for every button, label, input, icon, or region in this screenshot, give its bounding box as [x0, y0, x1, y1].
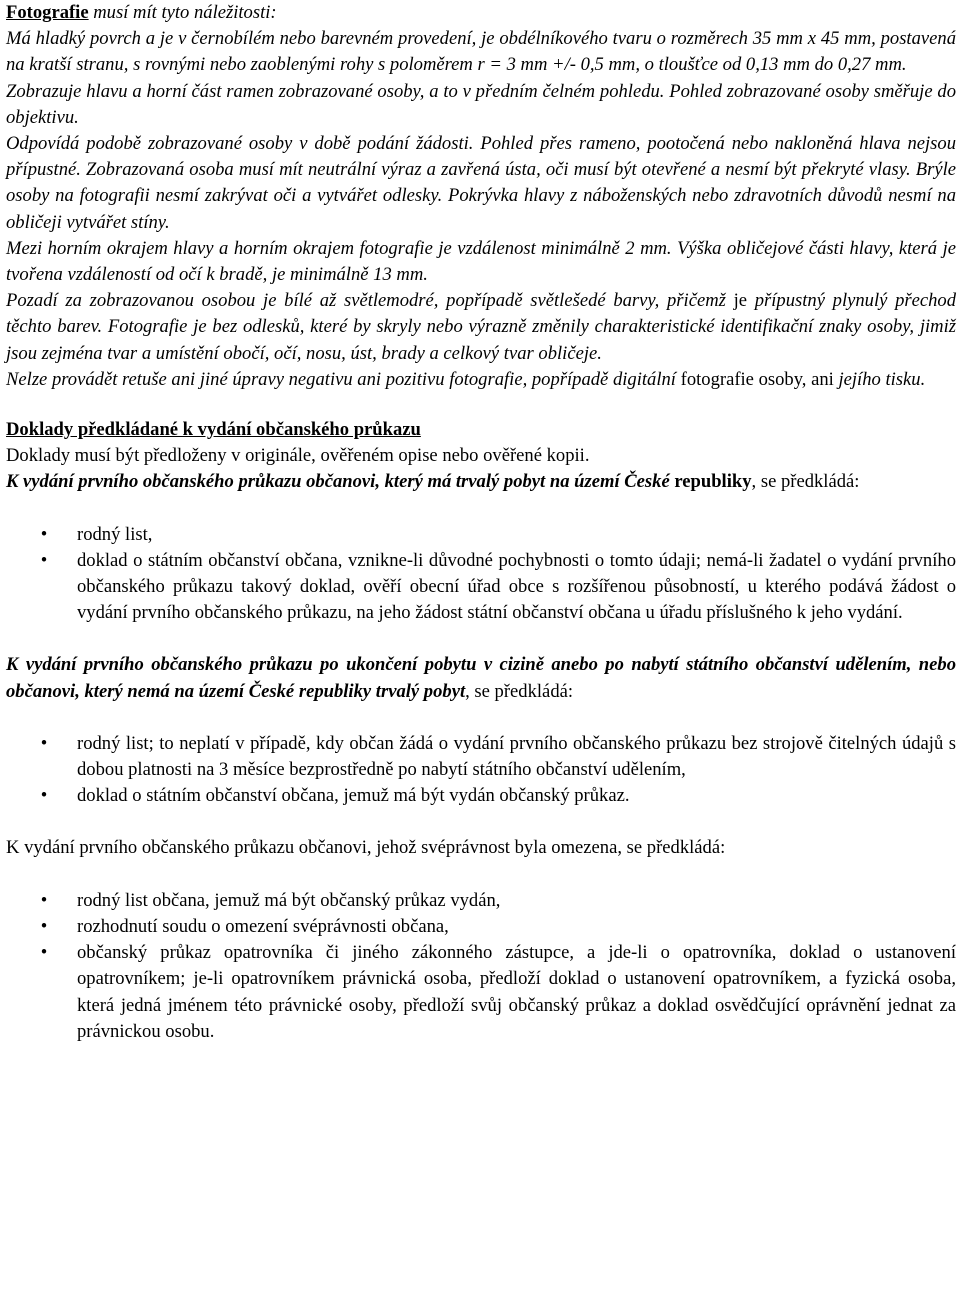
list-item-text: rozhodnutí soudu o omezení svéprávnosti občana,: [77, 915, 449, 937]
list-item-text: rodný list; to neplatí v případě, kdy občan žádá o vydání prvního občanského průkazu bez strojově čitelných údajů s dobou platnosti na 3 měsíce bezprostředně po nabytí státního občanství udělením,: [77, 732, 956, 781]
list-item-text: občanský průkaz opatrovníka či jiného zákonného zástupce, a jde-li o opatrovníka, doklad o ustanovení opatrovníkem; je-li opatrovníkem právnická osoba, předloží doklad o ustanovení opatrovníkem, a fyzická osoba, která jedná jménem této právnické osoby, předloží svůj občanský průkaz a doklad osvědčující oprávnění jednat za právnickou osobu.: [77, 942, 956, 1042]
photo-heading-line: [6, 0, 956, 26]
bullet-icon: •: [40, 785, 48, 807]
section2-lead-tail: , se předkládá:: [465, 680, 574, 702]
list-item: [6, 783, 956, 809]
section3-list: [6, 888, 956, 1045]
bullet-icon: •: [40, 942, 48, 964]
photo-paragraph-dimensions: Má hladký povrch a je v černobílém nebo barevném provedení, je obdélníkového tvaru o rozměrech 35 mm x 45 mm, postavená na kratší stranu, s rovnými nebo zaoblenými rohy s poloměrem r = 3 mm +/- 0,5 mm, o tloušťce od 0,13 mm do 0,27 mm.: [6, 28, 956, 76]
bullet-icon: •: [40, 915, 48, 937]
list-item: [6, 914, 956, 940]
background-text-c: přípustný plynulý přechod těchto barev.: [6, 290, 957, 338]
list-item: [6, 522, 956, 548]
retouch-text-a: Nelze provádět retuše ani jiné úpravy negativu ani pozitivu fotografie, popřípadě digitální: [6, 368, 676, 390]
section2-lead: [6, 652, 956, 704]
list-spacer: [6, 705, 956, 731]
list-item: [6, 940, 956, 1045]
list-item-text: doklad o státním občanství občana, jemuž má být vydán občanský průkaz.: [77, 785, 630, 807]
list-item: [6, 888, 956, 914]
retouch-text-c: jejího tisku.: [838, 368, 926, 390]
list-spacer: [6, 626, 956, 652]
bullet-icon: •: [40, 549, 48, 571]
list-item-text: rodný list občana, jemuž má být občanský průkaz vydán,: [77, 889, 501, 911]
documents-intro: Doklady musí být předloženy v originále, ověřeném opise nebo ověřené kopii.: [6, 445, 590, 467]
list-item-text: doklad o státním občanství občana, vznikne-li důvodné pochybnosti o tomto údaji; nemá-li žadatel o vydání prvního občanského průkazu takový doklad, ověří obecní úřad obce s rozšířenou působností, u kterého podává žádost o vydání prvního občanského průkazu, na jeho žádost státní občanství občana u úřadu příslušného k jeho vydání.: [77, 549, 956, 624]
photo-heading-rest: musí mít tyto náležitosti:: [88, 2, 277, 23]
section1-lead-tail: , se předkládá:: [751, 471, 860, 493]
documents-heading: Doklady předkládané k vydání občanského průkazu: [6, 419, 421, 441]
retouch-text-b: fotografie osoby, ani: [675, 368, 839, 390]
section1-lead-bold: republiky: [674, 471, 752, 493]
bullet-icon: •: [40, 889, 48, 911]
list-spacer: [6, 809, 956, 835]
section2-lead-text: K vydání prvního občanského průkazu po ukončení pobytu v cizině anebo po nabytí státního občanství udělením, nebo občanovi, který nemá na území České republiky trvalý pobyt: [6, 654, 956, 702]
list-item-text: rodný list,: [77, 523, 153, 545]
photo-heading: Fotografie: [6, 2, 89, 23]
section1-lead-text: K vydání prvního občanského průkazu občanovi, který má trvalý pobyt na území České: [6, 471, 675, 493]
section3-lead: K vydání prvního občanského průkazu občanovi, jehož svéprávnost byla omezena, se předkládá:: [6, 837, 726, 859]
section1-list: [6, 522, 956, 627]
list-item: [6, 548, 956, 627]
section-spacer: [6, 393, 956, 417]
list-spacer: [6, 496, 956, 522]
list-spacer: [6, 862, 956, 888]
section1-lead: [6, 469, 956, 495]
photo-paragraph-distance: Mezi horním okrajem hlavy a horním okrajem fotografie je vzdálenost minimálně 2 mm. Výška obličejové části hlavy, která je tvořena vzdáleností od očí k bradě, je minimálně 13 mm.: [6, 237, 956, 286]
photo-paragraph-background: [6, 288, 956, 367]
list-item: [6, 731, 956, 783]
background-text-d: Fotografie je bez odlesků, které by skryly nebo výrazně změnily charakteristické identifikační znaky osoby, jimiž jsou zejména tvar a umístění obočí, očí, nosu, úst, brady a celkový tvar obličeje.: [6, 316, 956, 364]
photo-paragraph-likeness: Odpovídá podobě zobrazované osoby v době podání žádosti. Pohled přes rameno, pootočená nebo nakloněná hlava nejsou přípustné. Zobrazovaná osoba musí mít neutrální výraz a zavřená ústa, oči musí být otevřené a nesmí být překryté vlasy. Brýle osoby na fotografii nesmí zakrývat oči a vytvářet odlesky. Pokrývka hlavy z náboženských nebo zdravotních důvodů nesmí na obličeji vytvářet stíny.: [6, 133, 956, 233]
photo-paragraph-view: Zobrazuje hlavu a horní část ramen zobrazované osoby, a to v předním čelném pohledu. Pohled zobrazované osoby směřuje do objektivu.: [6, 80, 956, 128]
bullet-icon: •: [40, 732, 48, 754]
photo-paragraph-retouch: [6, 367, 956, 393]
background-text-a: Pozadí za zobrazovanou osobou je bílé až světlemodré, popřípadě světlešedé barvy, přičemž: [6, 290, 726, 312]
bullet-icon: •: [40, 523, 48, 545]
background-text-b: je: [725, 290, 755, 312]
section2-list: [6, 731, 956, 810]
